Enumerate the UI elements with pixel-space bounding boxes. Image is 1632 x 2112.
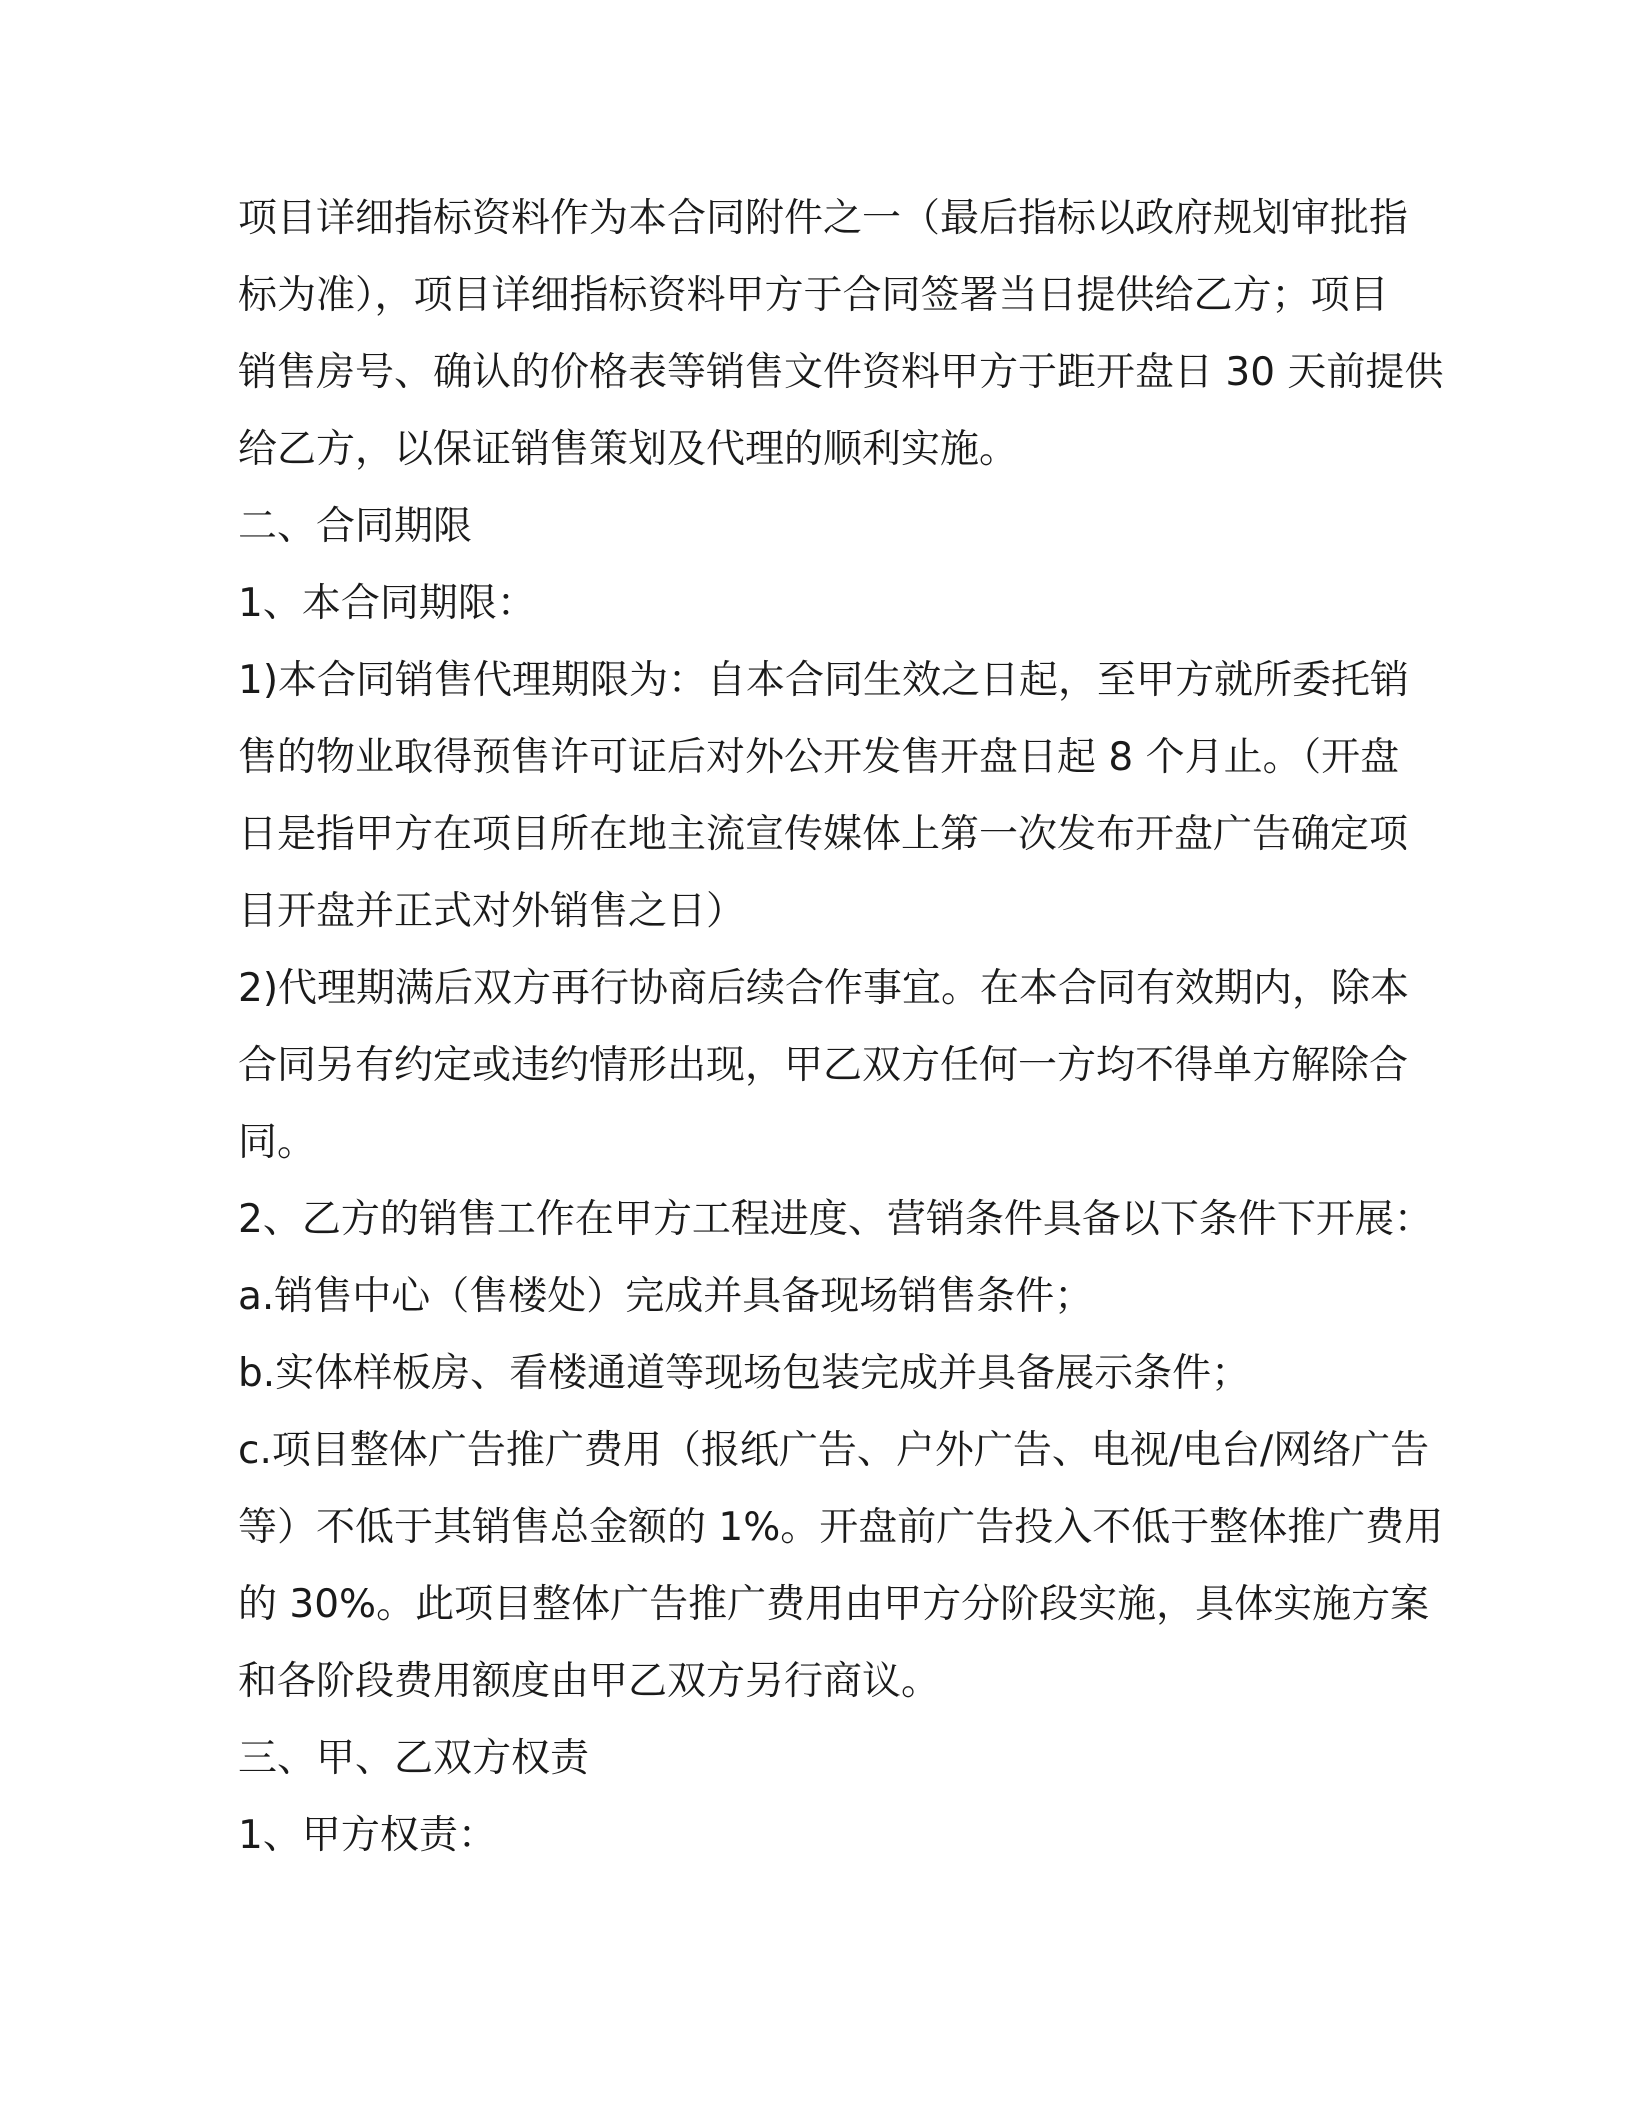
list-item: b.实体样板房、看楼通道等现场包装完成并具备展示条件； — [238, 1351, 1251, 1396]
paragraph-line: 和各阶段费用额度由甲乙双方另行商议。 — [238, 1659, 941, 1704]
paragraph-line: 同。 — [238, 1120, 317, 1165]
document-body — [238, 180, 1444, 1874]
paragraph-line: 标为准），项目详细指标资料甲方于合同签署当日提供给乙方；项目 — [238, 273, 1389, 318]
paragraph-line: 日是指甲方在项目所在地主流宣传媒体上第一次发布开盘广告确定项 — [238, 812, 1409, 857]
paragraph-line: 销售房号、确认的价格表等销售文件资料甲方于距开盘日 30 天前提供 — [238, 350, 1444, 395]
subsection-heading: 1、甲方权责： — [238, 1813, 497, 1858]
list-item: a.销售中心（售楼处）完成并具备现场销售条件； — [238, 1274, 1094, 1319]
paragraph-line: 项目详细指标资料作为本合同附件之一（最后指标以政府规划审批指 — [238, 196, 1409, 241]
subsection-heading: 2、乙方的销售工作在甲方工程进度、营销条件具备以下条件下开展： — [238, 1197, 1433, 1242]
paragraph-line: 售的物业取得预售许可证后对外公开发售开盘日起 8 个月止。（开盘 — [238, 735, 1400, 780]
section-heading: 三、甲、乙双方权责 — [238, 1736, 590, 1781]
section-heading: 二、合同期限 — [238, 504, 473, 549]
paragraph-line: 的 30%。此项目整体广告推广费用由甲方分阶段实施，具体实施方案 — [238, 1582, 1430, 1627]
paragraph-line: 目开盘并正式对外销售之日） — [238, 889, 746, 934]
paragraph-line: 2)代理期满后双方再行协商后续合作事宜。在本合同有效期内，除本 — [238, 966, 1410, 1011]
paragraph-line: 给乙方，以保证销售策划及代理的顺利实施。 — [238, 427, 1019, 472]
paragraph-line: 等）不低于其销售总金额的 1%。开盘前广告投入不低于整体推广费用 — [238, 1505, 1444, 1550]
list-item: c.项目整体广告推广费用（报纸广告、户外广告、电视/电台/网络广告 — [238, 1428, 1430, 1473]
paragraph-line: 1)本合同销售代理期限为：自本合同生效之日起，至甲方就所委托销 — [238, 658, 1410, 703]
subsection-heading: 1、本合同期限： — [238, 581, 536, 626]
paragraph-line: 合同另有约定或违约情形出现，甲乙双方任何一方均不得单方解除合 — [238, 1043, 1409, 1088]
